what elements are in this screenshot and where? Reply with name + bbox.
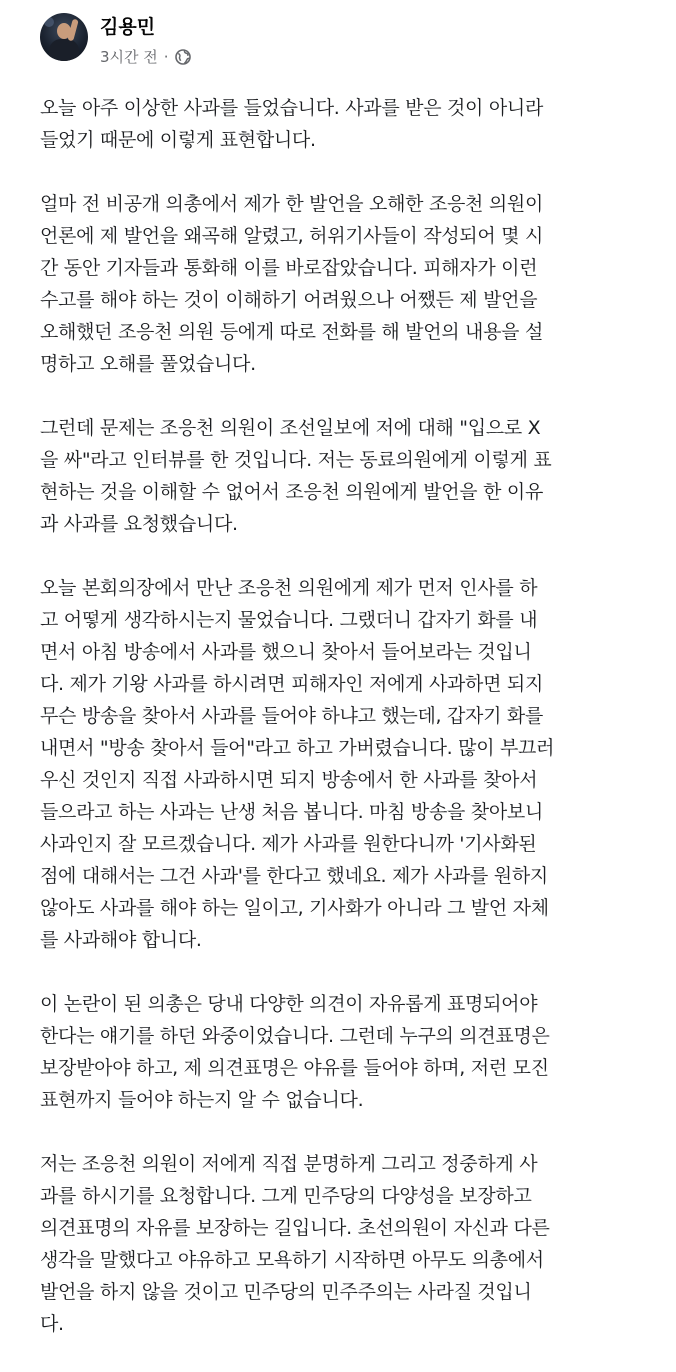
post-text-line: 면서 아침 방송에서 사과를 했으니 찾아서 들어보라는 것입니: [40, 641, 532, 663]
avatar[interactable]: [40, 13, 88, 61]
post-text-line: 고 어떻게 생각하시는지 물었습니다. 그랬더니 갑자기 화를 내: [40, 609, 538, 631]
post-paragraph: [40, 572, 640, 956]
post-text-line: 무슨 방송을 찾아서 사과를 들어야 하냐고 했는데, 갑자기 화를: [40, 705, 544, 727]
globe-icon[interactable]: [175, 49, 191, 65]
post-paragraph: [40, 988, 640, 1116]
post-text-line: 명하고 오해를 풀었습니다.: [40, 353, 256, 375]
post-header: [40, 10, 640, 70]
post-text-line: 들었기 때문에 이렇게 표현합니다.: [40, 129, 316, 151]
post-text-line: 수고를 해야 하는 것이 이해하기 어려웠으나 어쨌든 제 발언을: [40, 289, 538, 311]
post-text-line: 를 사과해야 합니다.: [40, 929, 202, 951]
post-paragraph: [40, 1148, 640, 1340]
post-text-line: 오늘 본회의장에서 만난 조응천 의원에게 제가 먼저 인사를 하: [40, 577, 538, 599]
post-text-line: 점에 대해서는 그건 사과'를 한다고 했네요. 제가 사과를 원하지: [40, 865, 548, 887]
post-text-line: 내면서 "방송 찾아서 들어"라고 하고 가버렸습니다. 많이 부끄러: [40, 737, 555, 759]
post-paragraph: [40, 412, 640, 540]
post-text-line: 생각을 말했다고 야유하고 모욕하기 시작하면 아무도 의총에서: [40, 1249, 544, 1271]
post-text-line: 표현까지 들어야 하는지 알 수 없습니다.: [40, 1089, 364, 1111]
post-text-line: 사과인지 잘 모르겠습니다. 제가 사과를 원한다니까 '기사화된: [40, 833, 537, 855]
post-text-line: 다. 제가 기왕 사과를 하시려면 피해자인 저에게 사과하면 되지: [40, 673, 544, 695]
post-text-line: 우신 것인지 직접 사과하시면 되지 방송에서 한 사과를 찾아서: [40, 769, 538, 791]
post-text-line: 보장받아야 하고, 제 의견표명은 야유를 들어야 하며, 저런 모진: [40, 1057, 549, 1079]
post-text-line: 한다는 얘기를 하던 와중이었습니다. 그런데 누구의 의견표명은: [40, 1025, 550, 1047]
post-text-line: 을 싸"라고 인터뷰를 한 것입니다. 저는 동료의원에게 이렇게 표: [40, 449, 552, 471]
post-text-line: 발언을 하지 않을 것이고 민주당의 민주주의는 사라질 것입니: [40, 1281, 532, 1303]
post-text-line: 현하는 것을 이해할 수 없어서 조응천 의원에게 발언을 한 이유: [40, 481, 544, 503]
post-meta: [100, 46, 191, 67]
post-paragraph: [40, 92, 640, 156]
post-paragraph: [40, 188, 640, 380]
post-text-line: 오늘 아주 이상한 사과를 들었습니다. 사과를 받은 것이 아니라: [40, 97, 544, 119]
post-card: [20, 0, 656, 1335]
post-text-line: 간 동안 기자들과 통화해 이를 바로잡았습니다. 피해자가 이런: [40, 257, 538, 279]
post-text-line: 저는 조응천 의원이 저에게 직접 분명하게 그리고 정중하게 사: [40, 1153, 538, 1175]
post-text-line: 않아도 사과를 해야 하는 일이고, 기사화가 아니라 그 발언 자체: [40, 897, 549, 919]
post-text-line: 의견표명의 자유를 보장하는 길입니다. 초선의원이 자신과 다른: [40, 1217, 550, 1239]
post-text-line: 오해했던 조응천 의원 등에게 따로 전화를 해 발언의 내용을 설: [40, 321, 544, 343]
post-text-line: 들으라고 하는 사과는 난생 처음 봅니다. 마침 방송을 찾아보니: [40, 801, 544, 823]
author-name[interactable]: 김용민: [100, 16, 156, 38]
post-text-line: 이 논란이 된 의총은 당내 다양한 의견이 자유롭게 표명되어야: [40, 993, 538, 1015]
meta-separator: ·: [163, 47, 169, 66]
post-body: [40, 92, 640, 1372]
post-timestamp[interactable]: 3시간 전: [100, 48, 158, 66]
post-text-line: 다.: [40, 1313, 64, 1335]
post-text-line: 과 사과를 요청했습니다.: [40, 513, 238, 535]
post-text-line: 그런데 문제는 조응천 의원이 조선일보에 저에 대해 "입으로 X: [40, 417, 541, 439]
post-text-line: 얼마 전 비공개 의총에서 제가 한 발언을 오해한 조응천 의원이: [40, 193, 544, 215]
post-text-line: 언론에 제 발언을 왜곡해 알렸고, 허위기사들이 작성되어 몇 시: [40, 225, 544, 247]
post-text-line: 과를 하시기를 요청합니다. 그게 민주당의 다양성을 보장하고: [40, 1185, 532, 1207]
